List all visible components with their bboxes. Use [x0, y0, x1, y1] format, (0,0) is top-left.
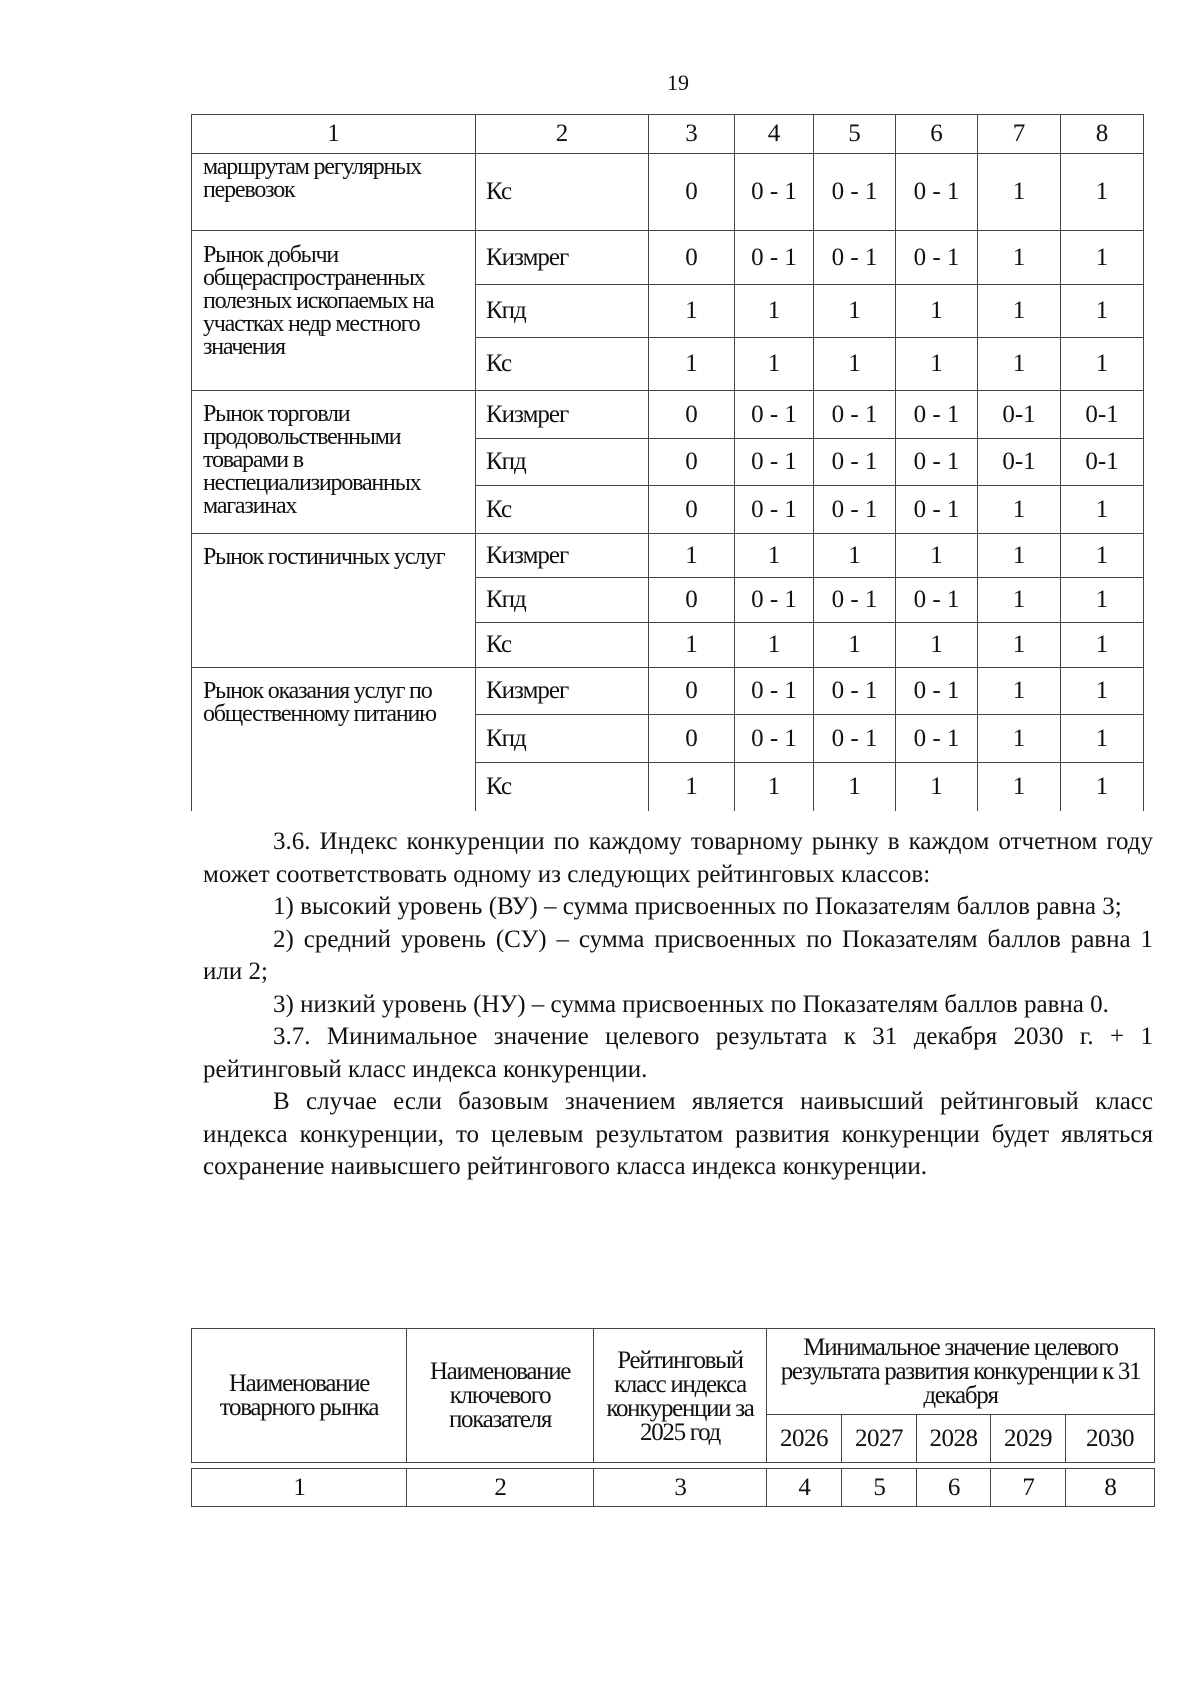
value-cell: 1 — [1061, 763, 1144, 811]
year-cell: 2029 — [991, 1415, 1066, 1463]
value-cell: 0 - 1 — [896, 231, 978, 285]
header-cell: 7 — [978, 115, 1061, 154]
indicator-name-header: Наименование ключевого показателя — [407, 1329, 594, 1463]
value-cell: 1 — [896, 534, 978, 578]
value-cell: 1 — [978, 486, 1061, 534]
value-cell: 0 - 1 — [735, 154, 814, 231]
value-cell: 0 - 1 — [735, 578, 814, 623]
table-header-row — [192, 1329, 1155, 1415]
column-number-cell: 7 — [991, 1469, 1066, 1507]
value-cell: 1 — [735, 285, 814, 338]
value-cell: 1 — [735, 338, 814, 391]
year-cell: 2028 — [917, 1415, 991, 1463]
value-cell: 0 - 1 — [814, 391, 896, 439]
value-cell: 1 — [978, 763, 1061, 811]
paragraph: В случае если базовым значением является наивысший рейтинговый класс индекса конкуренции, то целевым результатом развития конкуренции будет являться сохранение наивысшего рейтингового класса индекса конкуренции. — [203, 1088, 1153, 1180]
market-name-cell: Рынок гостиничных услуг — [192, 534, 476, 668]
value-cell: 0 - 1 — [814, 231, 896, 285]
indicator-code-cell: Кс — [476, 486, 649, 534]
table-row — [192, 668, 1144, 715]
indicator-code-cell: Кс — [476, 338, 649, 391]
header-cell: 3 — [649, 115, 735, 154]
value-cell: 0 - 1 — [814, 486, 896, 534]
value-cell: 0 - 1 — [896, 439, 978, 486]
value-cell: 0 — [649, 391, 735, 439]
market-name-cell: Рынок оказания услуг по общественному питанию — [192, 668, 476, 811]
target-results-table — [191, 1328, 1155, 1507]
value-cell: 1 — [1061, 285, 1144, 338]
value-cell: 1 — [978, 154, 1061, 231]
value-cell: 1 — [896, 623, 978, 668]
indicator-code-cell: Кс — [476, 623, 649, 668]
value-cell: 0 — [649, 668, 735, 715]
value-cell: 1 — [1061, 486, 1144, 534]
value-cell: 0 - 1 — [735, 486, 814, 534]
market-name-header: Наименование товарного рынка — [192, 1329, 407, 1463]
value-cell: 1 — [814, 285, 896, 338]
table-row — [192, 391, 1144, 439]
value-cell: 0 - 1 — [814, 715, 896, 763]
indicator-code-cell: Кпд — [476, 578, 649, 623]
value-cell: 0 — [649, 578, 735, 623]
indicator-code-cell: Кизмрег — [476, 534, 649, 578]
indicator-code-cell: Кпд — [476, 439, 649, 486]
value-cell: 1 — [978, 285, 1061, 338]
indicator-code-cell: Кс — [476, 154, 649, 231]
column-number-cell: 6 — [917, 1469, 991, 1507]
value-cell: 1 — [978, 338, 1061, 391]
value-cell: 0 — [649, 154, 735, 231]
indicator-code-cell: Кс — [476, 763, 649, 811]
value-cell: 1 — [1061, 231, 1144, 285]
indicator-code-cell: Кизмрег — [476, 231, 649, 285]
column-number-cell: 4 — [767, 1469, 842, 1507]
value-cell: 1 — [1061, 715, 1144, 763]
year-cell: 2026 — [767, 1415, 842, 1463]
page-number: 19 — [667, 70, 689, 95]
indicator-code-cell: Кизмрег — [476, 668, 649, 715]
numbering-row — [192, 1469, 1155, 1507]
value-cell: 0 — [649, 231, 735, 285]
value-cell: 1 — [735, 623, 814, 668]
value-cell: 1 — [978, 668, 1061, 715]
value-cell: 1 — [1061, 578, 1144, 623]
value-cell: 1 — [814, 534, 896, 578]
value-cell: 1 — [814, 623, 896, 668]
value-cell: 1 — [649, 623, 735, 668]
header-cell: 2 — [476, 115, 649, 154]
value-cell: 0 - 1 — [735, 439, 814, 486]
value-cell: 0 - 1 — [896, 668, 978, 715]
paragraph: 3.6. Индекс конкуренции по каждому товарному рынку в каждом отчетном году может соответствовать одному из следующих рейтинговых классов: — [203, 828, 1153, 888]
value-cell: 0-1 — [1061, 439, 1144, 486]
paragraph: 1) высокий уровень (ВУ) – сумма присвоенных по Показателям баллов равна 3; — [273, 893, 1122, 920]
header-cell: 5 — [814, 115, 896, 154]
value-cell: 0 - 1 — [735, 391, 814, 439]
value-cell: 1 — [896, 285, 978, 338]
value-cell: 1 — [896, 338, 978, 391]
column-number-cell: 8 — [1066, 1469, 1155, 1507]
column-number-cell: 2 — [407, 1469, 594, 1507]
indicator-code-cell: Кпд — [476, 285, 649, 338]
rating-class-header: Рейтинговый класс индекса конкуренции за 2025 год — [594, 1329, 767, 1463]
value-cell: 0 - 1 — [896, 486, 978, 534]
value-cell: 0-1 — [978, 439, 1061, 486]
market-name-cell: Рынок торговли продовольственными товарами в неспециализированных магазинах — [192, 391, 476, 534]
value-cell: 1 — [814, 338, 896, 391]
value-cell: 0 - 1 — [735, 715, 814, 763]
value-cell: 1 — [978, 715, 1061, 763]
column-number-cell: 3 — [594, 1469, 767, 1507]
column-number-cell: 5 — [842, 1469, 917, 1507]
value-cell: 0 — [649, 486, 735, 534]
paragraph: 3.7. Минимальное значение целевого результата к 31 декабря 2030 г. + 1 рейтинговый класс индекса конкуренции. — [203, 1023, 1153, 1083]
value-cell: 0 — [649, 715, 735, 763]
value-cell: 1 — [1061, 534, 1144, 578]
value-cell: 0 - 1 — [735, 668, 814, 715]
value-cell: 0 — [649, 439, 735, 486]
value-cell: 1 — [1061, 623, 1144, 668]
table-row — [192, 231, 1144, 285]
value-cell: 0 - 1 — [735, 231, 814, 285]
min-target-value-header: Минимальное значение целевого результата развития конкуренции к 31 декабря — [767, 1329, 1155, 1415]
year-cell: 2027 — [842, 1415, 917, 1463]
table-row — [192, 154, 1144, 231]
value-cell: 1 — [735, 763, 814, 811]
column-number-cell: 1 — [192, 1469, 407, 1507]
value-cell: 1 — [978, 623, 1061, 668]
value-cell: 0-1 — [978, 391, 1061, 439]
header-cell: 4 — [735, 115, 814, 154]
value-cell: 1 — [649, 338, 735, 391]
market-name-cell: маршрутам регулярных перевозок — [192, 154, 476, 231]
body-text — [203, 826, 1153, 1184]
table-row — [192, 534, 1144, 578]
paragraph: 3) низкий уровень (НУ) – сумма присвоенных по Показателям баллов равна 0. — [273, 990, 1109, 1018]
value-cell: 1 — [896, 763, 978, 811]
value-cell: 0 - 1 — [814, 578, 896, 623]
value-cell: 1 — [978, 578, 1061, 623]
value-cell: 0 - 1 — [896, 715, 978, 763]
value-cell: 0 - 1 — [814, 154, 896, 231]
year-cell: 2030 — [1066, 1415, 1155, 1463]
header-cell: 8 — [1061, 115, 1144, 154]
value-cell: 0-1 — [1061, 391, 1144, 439]
paragraph: 2) средний уровень (СУ) – сумма присвоенных по Показателям баллов равна 1 или 2; — [203, 925, 1153, 985]
value-cell: 1 — [649, 763, 735, 811]
indicator-code-cell: Кпд — [476, 715, 649, 763]
competition-index-table — [191, 114, 1144, 811]
value-cell: 1 — [978, 231, 1061, 285]
value-cell: 0 - 1 — [814, 668, 896, 715]
value-cell: 0 - 1 — [896, 154, 978, 231]
value-cell: 1 — [1061, 154, 1144, 231]
value-cell: 1 — [814, 763, 896, 811]
header-cell: 1 — [192, 115, 476, 154]
market-name-cell: Рынок добычи общераспространенных полезных ископаемых на участках недр местного значения — [192, 231, 476, 391]
value-cell: 1 — [978, 534, 1061, 578]
value-cell: 1 — [735, 534, 814, 578]
indicator-code-cell: Кизмрег — [476, 391, 649, 439]
value-cell: 1 — [649, 534, 735, 578]
value-cell: 0 - 1 — [814, 439, 896, 486]
header-cell: 6 — [896, 115, 978, 154]
table-header-row — [192, 115, 1144, 154]
value-cell: 1 — [649, 285, 735, 338]
value-cell: 0 - 1 — [896, 391, 978, 439]
value-cell: 0 - 1 — [896, 578, 978, 623]
value-cell: 1 — [1061, 668, 1144, 715]
value-cell: 1 — [1061, 338, 1144, 391]
